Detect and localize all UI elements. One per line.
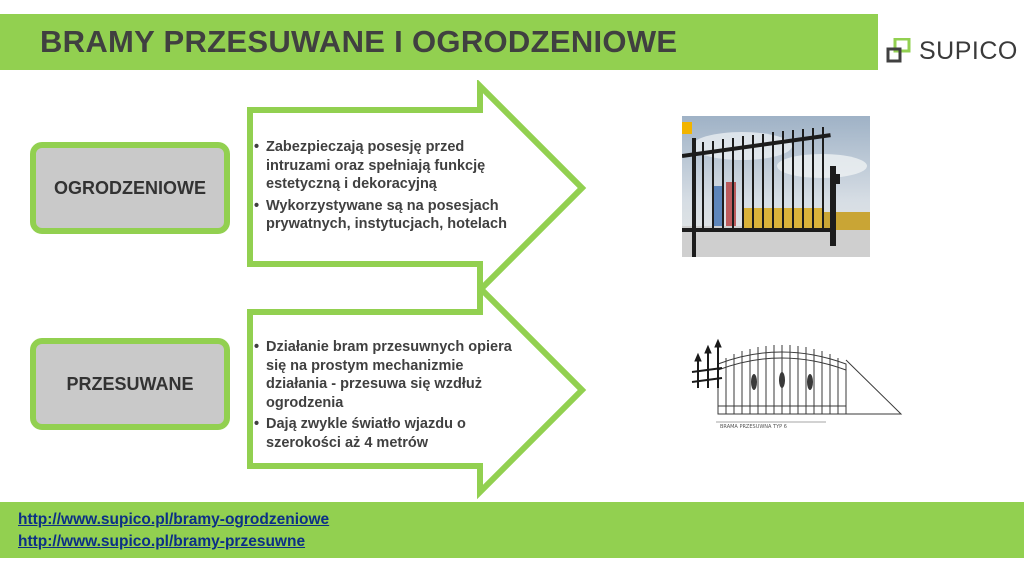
logo-text: SUPICO	[919, 36, 1018, 65]
category-label: OGRODZENIOWE	[54, 177, 206, 198]
gate-technical-drawing	[686, 330, 904, 434]
sliding-gate-photo	[682, 116, 870, 257]
link-bramy-ogrodzeniowe[interactable]: http://www.supico.pl/bramy-ogrodzeniowe	[18, 511, 330, 528]
bullet-item: • Dają zwykle światło wjazdu o szerokości aż 4 metrów	[254, 415, 516, 452]
link-bramy-przesuwne[interactable]: http://www.supico.pl/bramy-przesuwne	[18, 533, 306, 550]
category-ogrodzeniowe	[30, 142, 230, 234]
supico-logo	[885, 36, 1020, 66]
bullet-list-ogrodzeniowe	[254, 138, 516, 237]
bullet-item: • Wykorzystywane są na posesjach prywatnych, instytucjach, hotelach	[254, 197, 516, 234]
supico-logo-icon	[885, 38, 913, 64]
drawing-caption: BRAMA PRZESUWNA TYP 6	[720, 424, 787, 430]
category-label: PRZESUWANE	[66, 373, 194, 394]
bullet-list-przesuwane	[254, 338, 516, 455]
category-przesuwane	[30, 338, 230, 430]
bullet-item: • Działanie bram przesuwnych opiera się na prostym mechanizmie działania - przesuwa się wzdłuż ogrodzenia	[254, 338, 516, 412]
bullet-item: • Zabezpieczają posesję przed intruzami oraz spełniają funkcję estetyczną i dekoracyjną	[254, 138, 516, 194]
page-title: BRAMY PRZESUWANE I OGRODZENIOWE	[40, 24, 678, 59]
